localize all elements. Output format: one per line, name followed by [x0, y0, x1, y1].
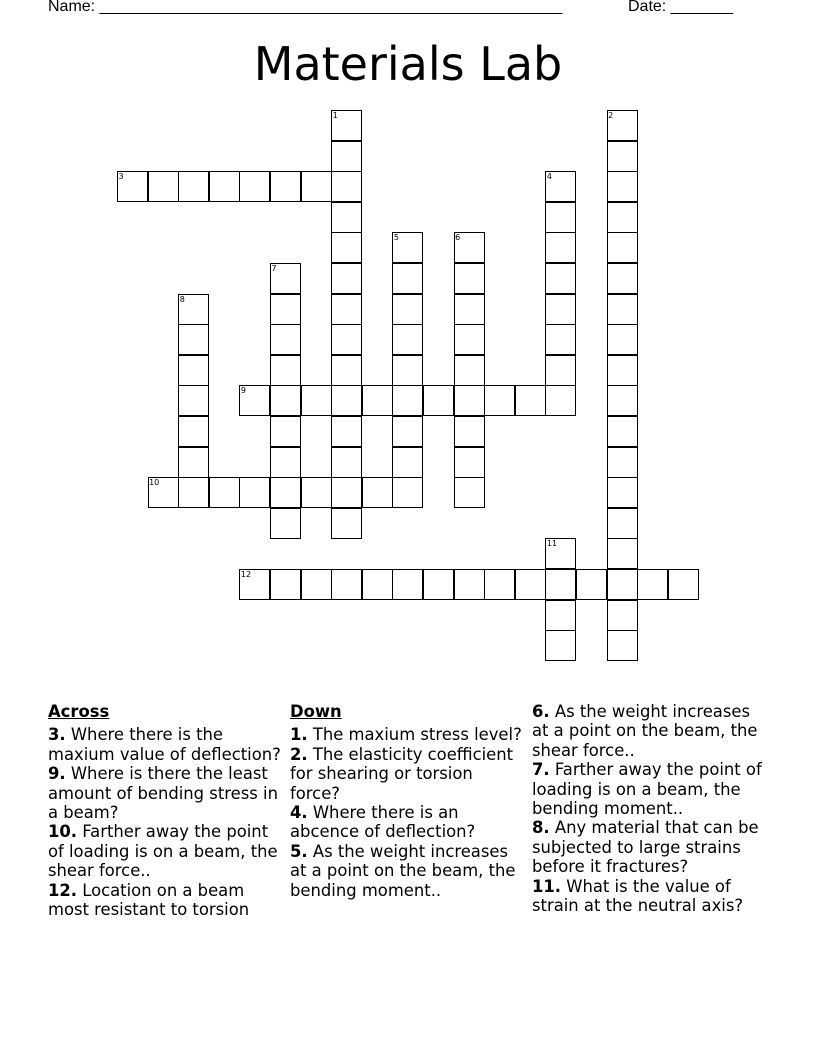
clue-number-label: 2	[608, 111, 614, 120]
crossword-cell[interactable]	[545, 355, 576, 386]
crossword-cell[interactable]	[607, 171, 638, 202]
crossword-cell[interactable]	[607, 324, 638, 355]
crossword-cell[interactable]	[484, 385, 515, 416]
clue-number: 4.	[290, 803, 308, 823]
clue-text: Location on a beam most resistant to torsion	[48, 880, 250, 920]
crossword-cell[interactable]	[239, 171, 270, 202]
crossword-cell[interactable]	[178, 447, 209, 478]
crossword-cell[interactable]	[607, 538, 638, 569]
across-heading: Across	[48, 702, 110, 721]
down-heading: Down	[290, 702, 342, 721]
clue-text: Farther away the point of loading is on a beam, the shear force..	[48, 822, 278, 881]
crossword-cell[interactable]	[239, 477, 270, 508]
crossword-cell[interactable]	[178, 416, 209, 447]
clue-down-7	[532, 760, 768, 818]
crossword-cell[interactable]	[392, 416, 423, 447]
crossword-cell[interactable]	[362, 569, 393, 600]
clue-number: 11.	[532, 876, 562, 896]
crossword-cell[interactable]	[331, 569, 362, 600]
crossword-cell[interactable]	[484, 569, 515, 600]
crossword-cell[interactable]	[270, 508, 301, 539]
crossword-cell[interactable]	[545, 294, 576, 325]
crossword-cell[interactable]	[545, 202, 576, 233]
clue-number-label: 11	[546, 539, 558, 549]
clue-across-3	[48, 725, 284, 764]
clue-number-label: 10	[149, 478, 160, 488]
clue-number: 6.	[532, 702, 550, 721]
clue-number: 3.	[48, 725, 66, 745]
clue-down-1	[290, 725, 526, 744]
crossword-cell[interactable]	[607, 416, 638, 447]
clue-across-10	[48, 822, 284, 880]
crossword-cell[interactable]	[607, 294, 638, 325]
crossword-cell[interactable]	[454, 324, 485, 355]
crossword-cell[interactable]	[576, 569, 607, 600]
clue-text: Where there is an abcence of deflection?	[290, 803, 476, 842]
clue-number: 12.	[48, 880, 78, 900]
across-clues-column	[48, 702, 284, 919]
crossword-cell[interactable]	[270, 569, 301, 600]
crossword-cell[interactable]	[178, 171, 209, 202]
clue-text: Farther away the point of loading is on a beam, the bending moment..	[532, 760, 762, 819]
crossword-cell[interactable]	[178, 355, 209, 386]
crossword-cell[interactable]	[270, 294, 301, 325]
crossword-cell[interactable]	[362, 477, 393, 508]
clue-text: What is the value of strain at the neutral axis?	[532, 876, 744, 916]
crossword-cell[interactable]	[301, 385, 332, 416]
clue-text: Where there is the maxium value of deflection?	[48, 725, 281, 764]
clue-across-12	[48, 881, 284, 920]
clue-text: The elasticity coefficient for shearing or torsion force?	[290, 744, 514, 803]
crossword-cell[interactable]	[515, 569, 546, 600]
crossword-cell[interactable]	[607, 202, 638, 233]
crossword-cell[interactable]	[454, 294, 485, 325]
name-field-label[interactable]: Name: ____________________________________________________	[48, 0, 563, 15]
down-clues-column-2	[532, 702, 768, 915]
clue-text: The maxium stress level?	[307, 725, 522, 745]
crossword-cell[interactable]	[331, 294, 362, 325]
clue-text: As the weight increases at a point on the beam, the bending moment..	[290, 841, 516, 900]
crossword-cell[interactable]	[392, 477, 423, 508]
crossword-cell[interactable]	[392, 569, 423, 600]
crossword-cell[interactable]	[270, 477, 301, 508]
crossword-cell[interactable]	[331, 508, 362, 539]
crossword-cell[interactable]	[178, 324, 209, 355]
clue-text: As the weight increases at a point on the beam, the shear force..	[532, 702, 758, 760]
clue-down-8	[532, 818, 768, 876]
page-title: Materials Lab	[253, 37, 563, 91]
crossword-cell[interactable]	[454, 355, 485, 386]
crossword-cell[interactable]	[607, 355, 638, 386]
crossword-cell[interactable]	[331, 324, 362, 355]
crossword-cell[interactable]	[607, 477, 638, 508]
crossword-cell[interactable]	[392, 263, 423, 294]
crossword-cell[interactable]	[607, 630, 638, 661]
crossword-cell[interactable]	[178, 477, 209, 508]
crossword-cell[interactable]	[331, 477, 362, 508]
clue-number: 8.	[532, 818, 550, 838]
clue-number-label: 3	[118, 172, 124, 182]
clues-section	[0, 702, 816, 962]
crossword-cell[interactable]	[270, 324, 301, 355]
clue-number-label: 4	[546, 172, 552, 182]
crossword-cell[interactable]	[545, 630, 576, 661]
clue-down-6	[532, 702, 768, 760]
crossword-cell[interactable]	[423, 569, 454, 600]
crossword-cell[interactable]	[331, 202, 362, 233]
crossword-cell[interactable]	[515, 385, 546, 416]
clue-text: Any material that can be subjected to large strains before it fractures?	[532, 818, 759, 877]
crossword-cell[interactable]	[545, 569, 576, 600]
clue-number-label: 6	[455, 233, 461, 243]
crossword-cell[interactable]	[331, 416, 362, 447]
clue-number: 2.	[290, 744, 308, 764]
crossword-cell[interactable]	[392, 385, 423, 416]
crossword-cell[interactable]	[301, 171, 332, 202]
crossword-cell[interactable]	[301, 477, 332, 508]
crossword-cell[interactable]	[607, 141, 638, 172]
crossword-cell[interactable]	[607, 263, 638, 294]
crossword-cell[interactable]	[331, 171, 362, 202]
clue-number: 9.	[48, 764, 66, 784]
crossword-cell[interactable]	[423, 385, 454, 416]
crossword-cell[interactable]	[301, 569, 332, 600]
clue-number-label: 7	[271, 264, 277, 273]
date-field-label[interactable]: Date: _______	[628, 0, 733, 15]
clue-number-label: 8	[179, 294, 185, 304]
crossword-cell[interactable]	[454, 569, 485, 600]
down-clues-column-1	[290, 702, 526, 900]
crossword-cell[interactable]	[392, 324, 423, 355]
crossword-cell[interactable]	[607, 569, 638, 600]
crossword-cell[interactable]	[270, 416, 301, 447]
crossword-cell[interactable]	[270, 355, 301, 386]
crossword-cell[interactable]	[362, 385, 393, 416]
clue-number-label: 5	[393, 233, 399, 243]
clue-number-label: 1	[332, 111, 338, 120]
crossword-cell[interactable]	[454, 477, 485, 508]
crossword-cell[interactable]	[331, 447, 362, 478]
clue-text: Where is there the least amount of bending stress in a beam?	[48, 764, 278, 823]
crossword-cell[interactable]	[178, 385, 209, 416]
crossword-cell[interactable]	[331, 385, 362, 416]
crossword-cell[interactable]	[454, 385, 485, 416]
crossword-cell[interactable]	[454, 263, 485, 294]
crossword-cell[interactable]	[607, 447, 638, 478]
clue-down-4	[290, 803, 526, 842]
crossword-cell[interactable]	[148, 171, 179, 202]
crossword-cell[interactable]	[637, 569, 668, 600]
crossword-cell[interactable]	[270, 385, 301, 416]
clue-down-5	[290, 842, 526, 900]
crossword-cell[interactable]	[331, 355, 362, 386]
crossword-cell[interactable]	[392, 355, 423, 386]
crossword-cell[interactable]	[607, 508, 638, 539]
clue-number: 1.	[290, 725, 308, 745]
crossword-cell[interactable]	[545, 385, 576, 416]
clue-number: 10.	[48, 822, 78, 842]
clue-number-label: 12	[240, 570, 252, 579]
crossword-cell[interactable]	[607, 232, 638, 263]
crossword-cell[interactable]	[392, 294, 423, 325]
clue-number: 5.	[290, 841, 308, 861]
clue-number-label: 9	[240, 386, 246, 396]
clue-number: 7.	[532, 760, 550, 780]
crossword-cell[interactable]	[545, 600, 576, 631]
crossword-cell[interactable]	[209, 171, 240, 202]
crossword-cell[interactable]	[454, 416, 485, 447]
crossword-cell[interactable]	[454, 447, 485, 478]
clue-across-9	[48, 764, 284, 822]
crossword-cell[interactable]	[331, 232, 362, 263]
crossword-cell[interactable]	[545, 324, 576, 355]
crossword-cell[interactable]	[545, 232, 576, 263]
crossword-cell[interactable]	[607, 385, 638, 416]
clue-down-11	[532, 877, 768, 916]
crossword-cell[interactable]	[209, 477, 240, 508]
crossword-cell[interactable]	[668, 569, 699, 600]
crossword-cell[interactable]	[270, 171, 301, 202]
crossword-cell[interactable]	[331, 263, 362, 294]
crossword-cell[interactable]	[545, 263, 576, 294]
crossword-cell[interactable]	[607, 600, 638, 631]
clue-down-2	[290, 745, 526, 803]
crossword-cell[interactable]	[331, 141, 362, 172]
crossword-cell[interactable]	[270, 447, 301, 478]
crossword-cell[interactable]	[392, 447, 423, 478]
